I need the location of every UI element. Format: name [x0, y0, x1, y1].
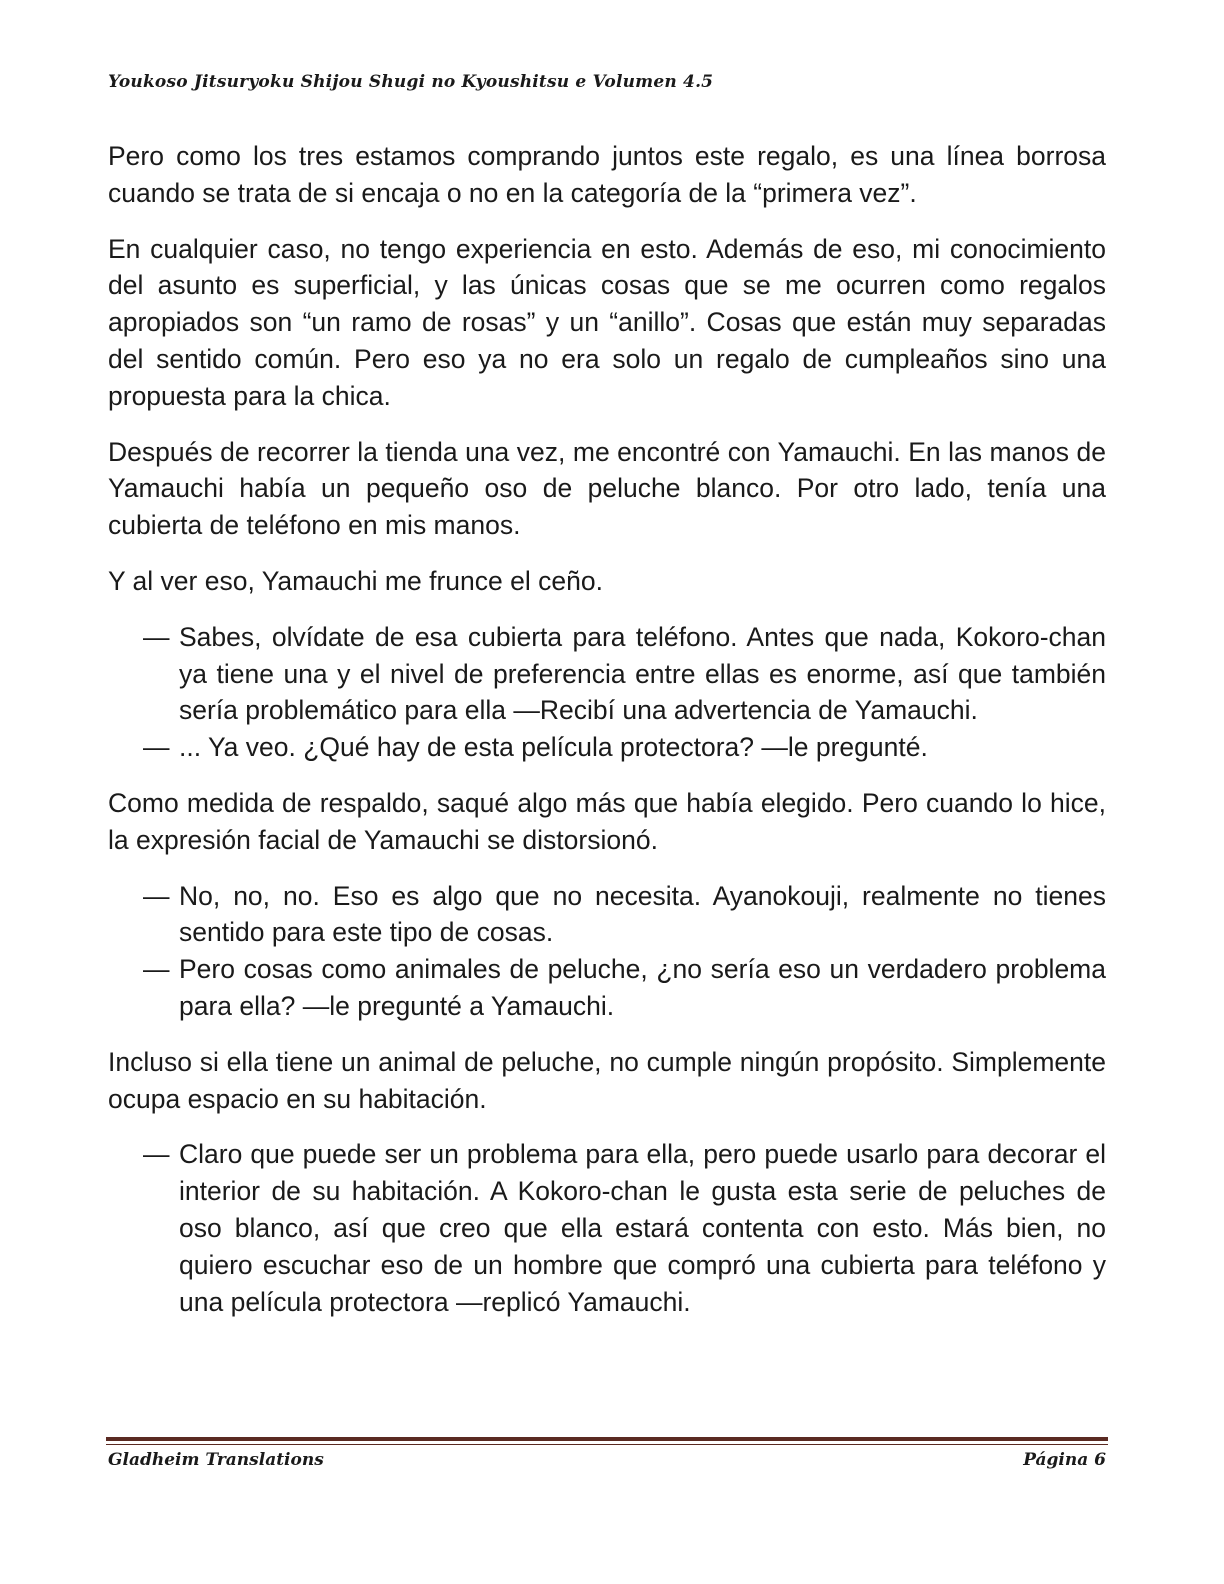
dialogue-dash: —: [143, 954, 170, 985]
dialogue-dash: —: [143, 880, 170, 911]
page-header-title: Youkoso Jitsuryoku Shijou Shugi no Kyoushitsu e Volumen 4.5: [108, 72, 714, 92]
dialogue-dash: —: [143, 732, 170, 763]
paragraph: Pero como los tres estamos comprando juntos este regalo, es una línea borrosa cuando se trata de si encaja o no en la categoría de la “primera vez”.: [108, 141, 1106, 208]
dialogue-text: Pero cosas como animales de peluche, ¿no sería eso un verdadero problema para ella? —le pregunté a Yamauchi.: [179, 954, 1106, 1021]
dialogue-line: [143, 951, 1106, 1025]
footer-publisher: Gladheim Translations: [108, 1450, 324, 1470]
dialogue-line: [143, 878, 1106, 952]
dialogue-text: ... Ya veo. ¿Qué hay de esta película protectora? —le pregunté.: [179, 732, 928, 763]
paragraph: En cualquier caso, no tengo experiencia en esto. Además de eso, mi conocimiento del asunto es superficial, y las únicas cosas que se me ocurren como regalos apropiados son “un ramo de rosas” y un “anillo”. Cosas que están muy separadas del sentido común. Pero eso ya no era solo un regalo de cumpleaños sino una propuesta para la chica.: [108, 233, 1106, 411]
dialogue-text: Claro que puede ser un problema para ella, pero puede usarlo para decorar el interior de su habitación. A Kokoro-chan le gusta esta serie de peluches de oso blanco, así que creo que ella estará contenta con esto. Más bien, no quiero escuchar eso de un hombre que compró una cubierta para teléfono y una película protectora —replicó Yamauchi.: [179, 1139, 1106, 1317]
paragraph: Y al ver eso, Yamauchi me frunce el ceño.: [108, 565, 603, 596]
dialogue-group: [108, 619, 1106, 766]
paragraph: Después de recorrer la tienda una vez, me encontré con Yamauchi. En las manos de Yamauchi había un pequeño oso de peluche blanco. Por otro lado, tenía una cubierta de teléfono en mis manos.: [108, 436, 1106, 541]
page-body: [108, 138, 1106, 1339]
dialogue-text: No, no, no. Eso es algo que no necesita. Ayanokouji, realmente no tienes sentido para este tipo de cosas.: [179, 880, 1106, 948]
footer-page-number: Página 6: [1023, 1450, 1106, 1470]
footer-divider-thin: [106, 1444, 1108, 1445]
dialogue-dash: —: [143, 1139, 170, 1170]
paragraph: Como medida de respaldo, saqué algo más que había elegido. Pero cuando lo hice, la expresión facial de Yamauchi se distorsionó.: [108, 787, 1106, 855]
dialogue-line: [143, 729, 1106, 766]
dialogue-line: [143, 619, 1106, 729]
dialogue-dash: —: [143, 621, 170, 652]
dialogue-group: [108, 1136, 1106, 1320]
dialogue-group: [108, 878, 1106, 1025]
dialogue-text: Sabes, olvídate de esa cubierta para teléfono. Antes que nada, Kokoro-chan ya tiene una y el nivel de preferencia entre ellas es enorme, así que también sería problemático para ella —Recibí una advertencia de Yamauchi.: [179, 621, 1106, 726]
dialogue-line: [143, 1136, 1106, 1320]
footer-divider-thick: [106, 1437, 1108, 1441]
paragraph: Incluso si ella tiene un animal de peluche, no cumple ningún propósito. Simplemente ocupa espacio en su habitación.: [108, 1046, 1106, 1114]
